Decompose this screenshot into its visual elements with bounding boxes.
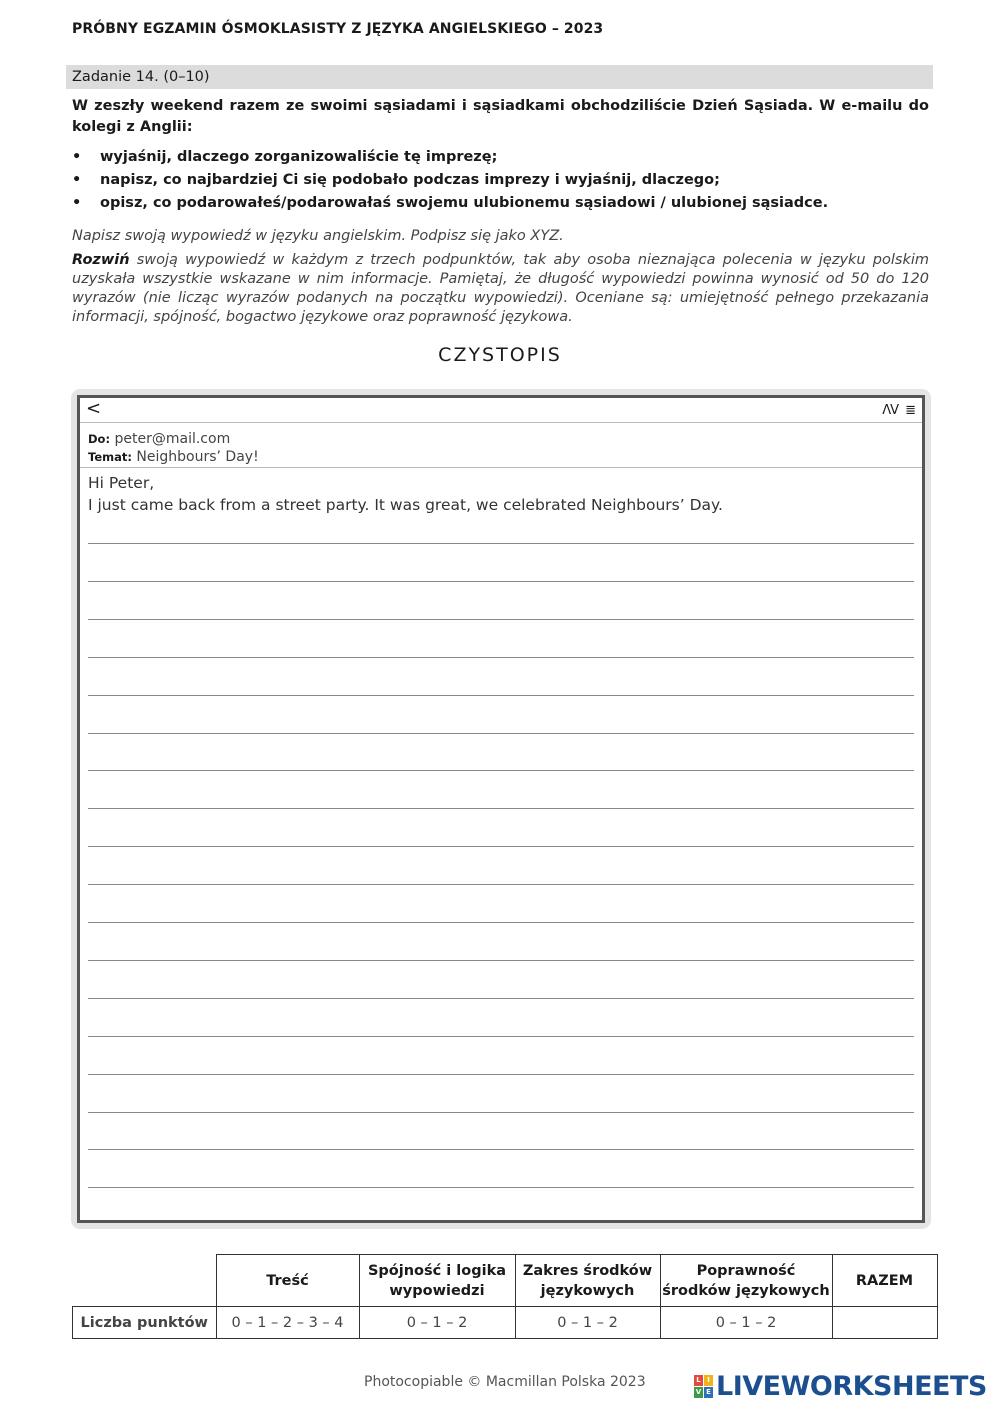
- header-tresc: Treść: [216, 1255, 359, 1307]
- email-toolbar: [80, 398, 922, 423]
- writing-line[interactable]: [88, 619, 914, 620]
- task-bullet: [72, 192, 929, 215]
- writing-line[interactable]: [88, 1036, 914, 1037]
- brand-letter: I: [704, 1375, 713, 1386]
- writing-line[interactable]: [88, 657, 914, 658]
- subject-field: Neighbours’ Day!: [136, 449, 259, 465]
- writing-line[interactable]: [88, 846, 914, 847]
- brand-name: LIVEWORKSHEETS: [716, 1371, 987, 1402]
- note-develop-bold: Rozwiń: [72, 252, 130, 268]
- brand-grid-icon: [694, 1375, 714, 1399]
- section-title: CZYSTOPIS: [438, 344, 562, 366]
- subject-label: Temat:: [88, 450, 132, 464]
- score-table: [72, 1254, 938, 1339]
- header-zakres: Zakres środków językowych: [515, 1255, 660, 1307]
- email-window: [77, 395, 925, 1223]
- table-corner: [73, 1255, 217, 1307]
- header-spojnosc: Spójność i logika wypowiedzi: [359, 1255, 515, 1307]
- to-label: Do:: [88, 432, 111, 446]
- writing-line[interactable]: [88, 1074, 914, 1075]
- writing-line[interactable]: [88, 1149, 914, 1150]
- menu-icon[interactable]: ≣: [905, 403, 916, 418]
- writing-line[interactable]: [88, 998, 914, 999]
- bullet-text: napisz, co najbardziej Ci się podobało podczas imprezy i wyjaśnij, dlaczego;: [100, 172, 720, 188]
- value-poprawnosc: 0 – 1 – 2: [660, 1307, 832, 1339]
- bullet-dot: •: [72, 172, 82, 188]
- writing-line[interactable]: [88, 581, 914, 582]
- bullet-dot: •: [72, 149, 82, 165]
- writing-line[interactable]: [88, 884, 914, 885]
- writing-line[interactable]: [88, 808, 914, 809]
- value-spojnosc: 0 – 1 – 2: [359, 1307, 515, 1339]
- writing-line[interactable]: [88, 543, 914, 544]
- value-razem[interactable]: [832, 1307, 937, 1339]
- to-field: peter@mail.com: [114, 431, 231, 447]
- task-instruction: W zeszły weekend razem ze swoimi sąsiadami i sąsiadkami obchodziliście Dzień Sąsiada. W e-mailu do kolegi z Anglii:: [72, 98, 929, 135]
- writing-line[interactable]: [88, 1112, 914, 1113]
- note-develop: [72, 251, 929, 327]
- brand-letter: E: [704, 1387, 713, 1398]
- bullet-text: wyjaśnij, dlaczego zorganizowaliście tę imprezę;: [100, 149, 498, 165]
- writing-line[interactable]: [88, 922, 914, 923]
- value-tresc: 0 – 1 – 2 – 3 – 4: [216, 1307, 359, 1339]
- email-first-line: I just came back from a street party. It was great, we celebrated Neighbours’ Day.: [88, 496, 723, 514]
- task-bullet: [72, 146, 929, 169]
- bullet-dot: •: [72, 195, 82, 211]
- note-language: Napisz swoją wypowiedź w języku angielskim. Podpisz się jako XYZ.: [72, 228, 564, 244]
- task-label: Zadanie 14. (0–10): [66, 65, 933, 89]
- note-develop-rest: swoją wypowiedź w każdym z trzech podpunktów, tak aby osoba nieznająca polecenia w języku polskim uzyskała wszystkie wskazane w nim informacje. Pamiętaj, że długość wypowiedzi powinna wynosić od 50 do 120 wyrazów (nie licząc wyrazów podanych na początku wypowiedzi). Oceniane są: umiejętność pełnego przekazania informacji, spójność, bogactwo językowe oraz poprawność językowa.: [72, 252, 929, 325]
- page-header: PRÓBNY EGZAMIN ÓSMOKLASISTY Z JĘZYKA ANGIELSKIEGO – 2023: [72, 21, 604, 37]
- header-poprawnosc: Poprawność środków językowych: [660, 1255, 832, 1307]
- bullet-text: opisz, co podarowałeś/podarowałaś swojemu ulubionemu sąsiadowi / ulubionej sąsiadce.: [100, 195, 829, 211]
- value-zakres: 0 – 1 – 2: [515, 1307, 660, 1339]
- header-razem: RAZEM: [832, 1255, 937, 1307]
- task-bullets: [72, 146, 929, 215]
- brand-letter: L: [694, 1375, 703, 1386]
- up-down-icon[interactable]: ΛV: [882, 403, 898, 418]
- to-row: [88, 431, 230, 447]
- writing-line[interactable]: [88, 695, 914, 696]
- copyright: Photocopiable © Macmillan Polska 2023: [364, 1374, 646, 1390]
- writing-line[interactable]: [88, 770, 914, 771]
- back-arrow-icon[interactable]: <: [86, 398, 102, 419]
- brand-letter: V: [695, 1388, 702, 1396]
- subject-row: [88, 449, 259, 465]
- writing-line[interactable]: [88, 1187, 914, 1188]
- task-bullet: [72, 169, 929, 192]
- email-frame: [71, 389, 931, 1229]
- row-label: Liczba punktów: [73, 1307, 217, 1339]
- header-divider: [80, 467, 922, 468]
- writing-line[interactable]: [88, 960, 914, 961]
- email-greeting: Hi Peter,: [88, 474, 155, 492]
- writing-line[interactable]: [88, 733, 914, 734]
